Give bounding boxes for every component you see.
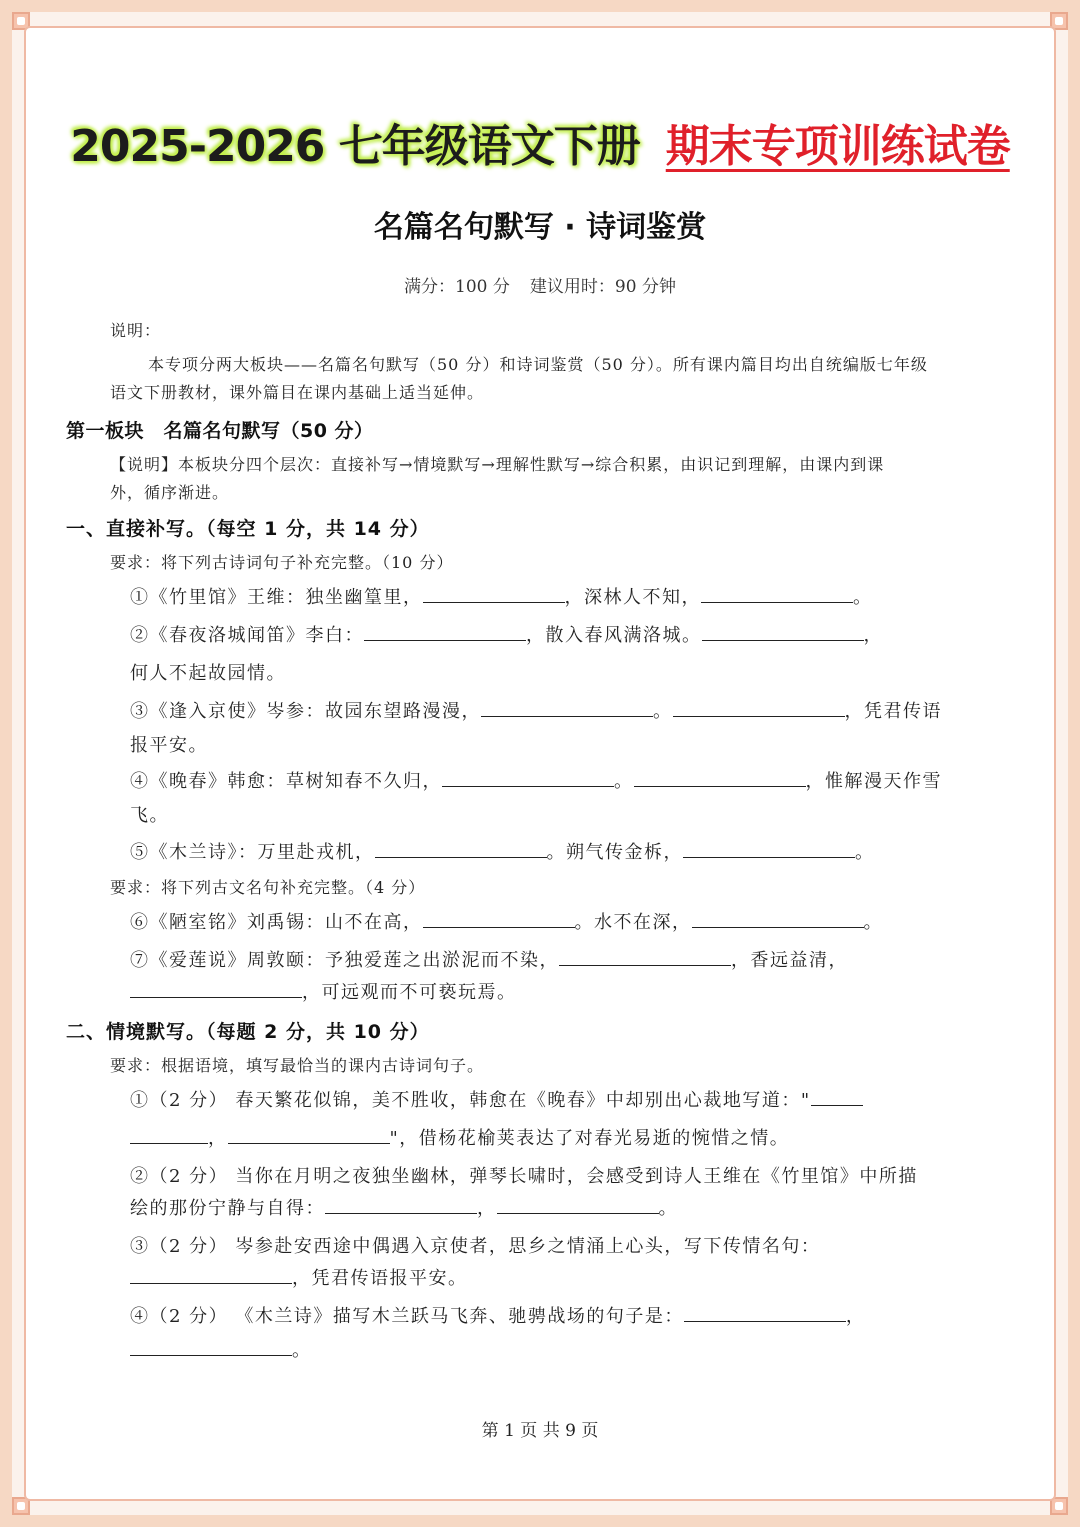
question-2-4-cont: 。 [130,1336,312,1362]
question-1-7-cont: ，可远观而不可亵玩焉。 [130,978,517,1004]
section1-heading: 一、直接补写。（每空 1 分，共 14 分） [66,518,430,540]
section1-requirement: 要求：将下列古诗词句子补充完整。（10 分） [110,553,454,572]
answer-blank[interactable] [481,698,653,717]
question-2-3: ③（2 分） 岑参赴安西途中偶遇入京使者，思乡之情涌上心头，写下传情名句： [130,1236,821,1257]
answer-blank[interactable] [497,1195,659,1214]
answer-blank[interactable] [375,839,547,858]
answer-blank[interactable] [442,768,614,787]
question-1-1: ①《竹里馆》王维：独坐幽篁里， ，深林人不知， 。 [130,583,873,609]
full-score: 满分：100 分 [404,277,510,297]
block1-note-1: 【说明】本板块分四个层次：直接补写→情境默写→理解性默写→综合积累，由识记到理解，由课内到课 [110,455,885,474]
title-banner [0,110,1080,174]
answer-blank[interactable] [130,1125,208,1144]
question-2-2: ②（2 分） 当你在月明之夜独坐幽林，弹琴长啸时，会感受到诗人王维在《竹里馆》中所描 [130,1166,918,1187]
answer-blank[interactable] [130,1337,292,1356]
answer-blank[interactable] [634,768,806,787]
question-2-1-cont: ， "，借杨花榆荚表达了对春光易逝的惋惜之情。 [130,1124,789,1150]
question-1-7: ⑦《爱莲说》周敦颐：予独爱莲之出淤泥而不染， ，香远益清， [130,946,848,972]
answer-blank[interactable] [364,622,526,641]
score-info [0,272,1080,297]
question-2-3-cont: ，凭君传语报平安。 [130,1264,468,1290]
answer-blank[interactable] [559,947,731,966]
question-2-4: ④（2 分） 《木兰诗》描写木兰跃马飞奔、驰骋战场的句子是： ， [130,1302,865,1328]
title-grade: 2025-2026 七年级语文下册 [70,121,640,172]
question-2-2-cont: 绘的那份宁静与自得： ， 。 [130,1194,678,1220]
intro-line-2: 语文下册教材，课外篇目在课内基础上适当延伸。 [110,383,485,402]
page-number: 第 1 页 共 9 页 [481,1421,599,1441]
answer-blank[interactable] [701,584,853,603]
answer-blank[interactable] [684,1303,846,1322]
answer-blank[interactable] [423,909,575,928]
answer-blank[interactable] [702,622,864,641]
answer-blank[interactable] [811,1087,863,1106]
question-1-4-cont: 飞。 [130,805,169,826]
question-1-2: ②《春夜洛城闻笛》李白： ，散入春风满洛城。 ， [130,621,883,647]
question-1-5: ⑤《木兰诗》：万里赴戎机， 。朔气传金柝， 。 [130,838,875,864]
section1-requirement-2: 要求：将下列古文名句补充完整。（4 分） [110,878,426,897]
block1-note-2: 外，循序渐进。 [110,483,230,502]
question-1-6: ⑥《陋室铭》刘禹锡：山不在高， 。水不在深， 。 [130,908,883,934]
answer-blank[interactable] [130,1265,292,1284]
page-subtitle: 名篇名句默写 · 诗词鉴赏 [373,210,707,245]
question-1-4: ④《晚春》韩愈：草树知春不久归， 。 ，惟解漫天作雪 [130,767,942,793]
question-1-3-cont: 报平安。 [130,735,208,756]
answer-blank[interactable] [673,698,845,717]
answer-blank[interactable] [423,584,565,603]
question-1-2-cont: 何人不起故园情。 [130,663,286,684]
answer-blank[interactable] [228,1125,390,1144]
answer-blank[interactable] [130,979,302,998]
question-1-3: ③《逢入京使》岑参：故园东望路漫漫， 。 ，凭君传语 [130,697,942,723]
block1-heading: 第一板块 名篇名句默写（50 分） [66,420,374,442]
answer-blank[interactable] [683,839,855,858]
title-exam-type: 期末专项训练试卷 [665,121,1010,172]
section2-requirement: 要求：根据语境，填写最恰当的课内古诗词句子。 [110,1056,485,1075]
intro-line-1: 本专项分两大板块——名篇名句默写（50 分）和诗词鉴赏（50 分）。所有课内篇目均出自统编版七年级 [148,355,928,374]
answer-blank[interactable] [325,1195,477,1214]
intro-label: 说明： [110,321,162,340]
answer-blank[interactable] [692,909,864,928]
section2-heading: 二、情境默写。（每题 2 分，共 10 分） [66,1021,430,1043]
suggested-time: 建议用时：90 分钟 [529,277,676,297]
question-2-1: ①（2 分） 春天繁花似锦，美不胜收，韩愈在《晚春》中却别出心裁地写道：" [130,1086,863,1112]
